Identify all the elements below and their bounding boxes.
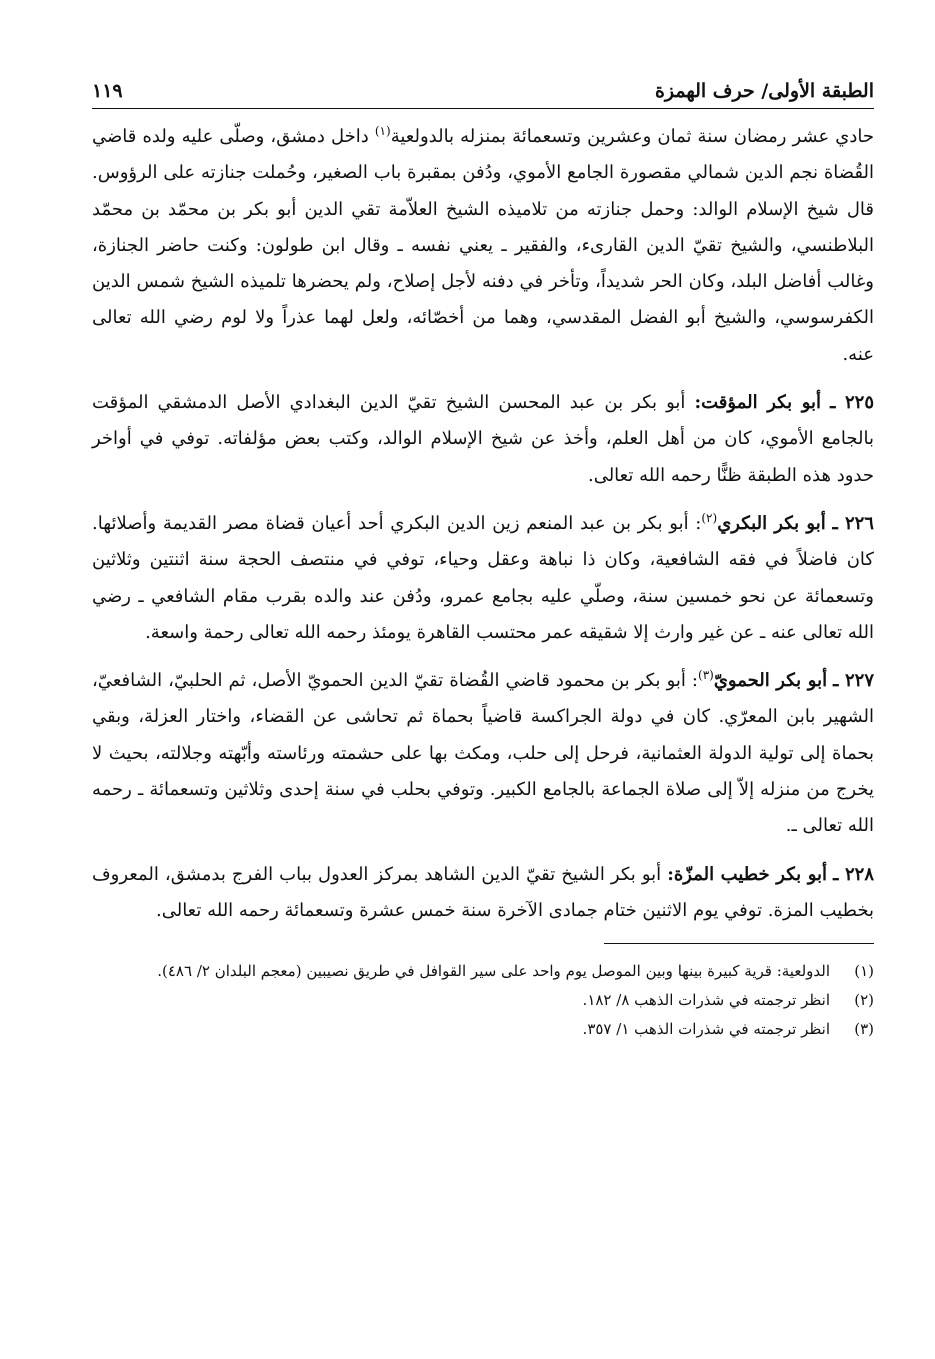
footnote-ref[interactable]: (٣) (698, 668, 714, 683)
entry-name: أبو بكر المؤقت: (694, 392, 822, 414)
page-number: ١١٩ (92, 80, 123, 102)
entry-name: أبو بكر خطيب المزّة: (667, 863, 828, 885)
footnote-text: انظر ترجمته في شذرات الذهب ١/ ٣٥٧. (582, 1020, 830, 1039)
entry-name: أبو بكر الحمويّ (713, 670, 828, 692)
book-page (92, 68, 874, 1328)
intro-paragraph (92, 119, 874, 373)
running-header (92, 68, 874, 109)
intro-text-cont: داخل دمشق، وصلّى عليه ولده قاضي القُضاة نجم الدين شمالي مقصورة الجامع الأموي، ودُفن بمقبرة باب الصغير، وحُملت جنازته على الرؤوس. قال شيخ الإسلام الوالد: وحمل جنازته من تلاميذه الشيخ العلاّمة تقي الدين أبو بكر بن محمّد بن محمّد البلاطنسي، والشيخ تقيّ الدين القارىء، والفقير ـ يعني نفسه ـ وقال ابن طولون: وكنت حاضر الجنازة، وغالب أفاضل البلد، وكان الحر شديداً، وتأخر في دفنه لأجل إصلاح، ولم يحضرها تلميذه الشيخ شمس الدين الكفرسوسي، والشيخ أبو الفضل المقدسي، وهما من أخصّائه، ولعل لهما عذراً ولا لوم رضي الله تعالى عنه. (92, 126, 874, 365)
intro-text: حادي عشر رمضان سنة ثمان وعشرين وتسعمائة بمنزله بالدولعية (390, 126, 874, 147)
footnote-text: الدولعية: قرية كبيرة بينها وبين الموصل يوم واحد على سير القوافل في طريق نصيبين (معجم البلدان ٢/ ٤٨٦). (157, 962, 830, 981)
entry-number: ٢٢٥ ـ (830, 392, 874, 414)
footnote-text: انظر ترجمته في شذرات الذهب ٨/ ١٨٢. (582, 991, 830, 1010)
entry-text: أبو بكر بن عبد المحسن الشيخ تقيّ الدين البغدادي الأصل الدمشقي المؤقت بالجامع الأموي، كان من أهل العلم، وأخذ عن شيخ الإسلام الوالد، وكتب بعض مؤلفاته. توفي في أواخر حدود هذه الطبقة ظنًّا رحمه الله تعالى. (92, 392, 874, 486)
entry-paragraph (92, 663, 874, 844)
entry-text: : أبو بكر بن محمود قاضي القُضاة تقيّ الدين الحمويّ الأصل، ثم الحلبيّ، الشافعيّ، الشهير بابن المعرّي. كان في دولة الجراكسة قاضياً بحماة ثم تحاشى عن القضاء، واختار العزلة، وبقي بحماة إلى تولية الدولة العثمانية، فرحل إلى حلب، ومكث بها على حشمته ورئاسته وأبّهته وجلالته، بحيث لا يخرج من منزله إلاّ إلى صلاة الجماعة بالجامع الكبير. وتوفي بحلب في سنة إحدى وثلاثين وتسعمائة ـ رحمه الله تعالى ـ. (92, 670, 874, 837)
entry-text: : أبو بكر بن عبد المنعم زين الدين البكري أحد أعيان قضاة مصر القديمة وأصلائها. كان فاضلاً في فقه الشافعية، وكان ذا نباهة وعقل وحياء، توفي في منتصف الحجة سنة اثنتين وثلاثين وتسعمائة عن نحو خمسين سنة، وصلّي عليه بجامع عمرو، ودُفن عند والده بقرب مقام الشافعي ـ رضي الله تعالى عنه ـ عن غير وارث إلا شقيقه عمر محتسب القاهرة يومئذ رحمه الله تعالى رحمة واسعة. (92, 512, 874, 643)
footnote-mark: (٣) (854, 1020, 874, 1039)
footnote (92, 958, 874, 985)
footnote (92, 987, 874, 1014)
entry-paragraph (92, 385, 874, 494)
footnote-mark: (٢) (854, 991, 874, 1010)
entry-text: أبو بكر الشيخ تقيّ الدين الشاهد بمركز العدول بباب الفرج بدمشق، المعروف بخطيب المزة. توفي يوم الاثنين ختام جمادى الآخرة سنة خمس عشرة وتسعمائة رحمه الله تعالى. (92, 863, 874, 921)
entry-number: ٢٢٦ ـ (832, 512, 874, 534)
entry-name: أبو بكر البكري (717, 512, 826, 534)
footnote-mark: (١) (854, 962, 874, 981)
entry-paragraph (92, 506, 874, 651)
entry-paragraph (92, 857, 874, 930)
footnote (92, 1016, 874, 1043)
footnote-ref[interactable]: (١) (374, 124, 391, 138)
footnote-ref[interactable]: (٢) (701, 510, 718, 525)
footnotes (92, 958, 874, 1043)
entry-number: ٢٢٨ ـ (833, 863, 875, 885)
entry-number: ٢٢٧ ـ (833, 670, 875, 692)
footnote-divider (604, 943, 874, 944)
running-title: الطبقة الأولى/ حرف الهمزة (654, 80, 874, 102)
